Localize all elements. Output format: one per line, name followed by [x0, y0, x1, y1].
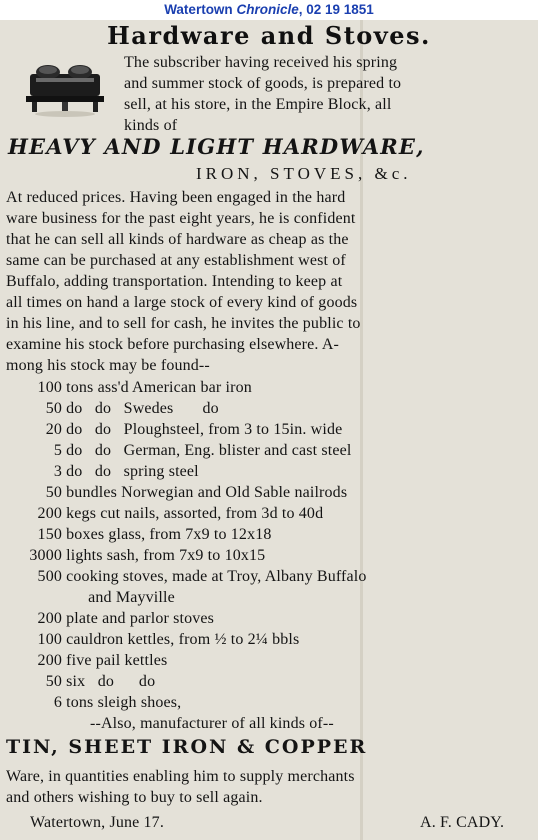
- stock-item: [16, 650, 167, 671]
- stock-item: [16, 524, 272, 545]
- stock-text: six do do: [66, 673, 156, 690]
- stock-qty: 200: [37, 610, 62, 627]
- stock-item: [16, 566, 367, 587]
- stock-text: do do Swedes do: [66, 400, 219, 417]
- stock-item: [16, 545, 265, 566]
- iron-stoves-heading: IRON, STOVES, &c.: [196, 164, 412, 183]
- stock-text: and Mayville: [88, 589, 175, 606]
- stock-item: [16, 419, 342, 440]
- closing-line-2: and others wishing to buy to sell again.: [6, 789, 263, 806]
- body-line-6: all times on hand a large stock of every kind of goods: [6, 294, 358, 311]
- stock-text: bundles Norwegian and Old Sable nailrods: [66, 484, 348, 501]
- intro-line-1: The subscriber having received his spring: [124, 54, 398, 71]
- stock-text: cooking stoves, made at Troy, Albany Buffalo: [66, 568, 367, 585]
- stock-qty: 100: [37, 631, 62, 648]
- stock-text: tons sleigh shoes,: [66, 694, 182, 711]
- stock-text: do do spring steel: [66, 463, 199, 480]
- place-date: Watertown, June 17.: [30, 814, 164, 831]
- stock-item: [16, 587, 175, 608]
- body-line-8: examine his stock before purchasing elsewhere. A-: [6, 336, 340, 353]
- stock-item: [16, 692, 181, 713]
- intro-line-2: and summer stock of goods, is prepared to: [124, 75, 402, 92]
- stock-item: [16, 608, 214, 629]
- stock-qty: 20: [45, 421, 62, 438]
- stock-qty: 200: [37, 505, 62, 522]
- caption-date: 02 19 1851: [306, 2, 374, 17]
- page-caption: Watertown Chronicle, 02 19 1851: [0, 0, 538, 20]
- body-line-9: mong his stock may be found--: [6, 357, 210, 374]
- tin-sheet-iron-heading: TIN, SHEET IRON & COPPER: [6, 736, 368, 758]
- stock-text: five pail kettles: [66, 652, 168, 669]
- stock-item: [16, 377, 252, 398]
- stock-item: [16, 440, 352, 461]
- stock-qty: 50: [45, 400, 62, 417]
- heavy-light-hardware-heading: HEAVY AND LIGHT HARDWARE,: [8, 134, 425, 159]
- stock-text: kegs cut nails, assorted, from 3d to 40d: [66, 505, 324, 522]
- stock-qty: 100: [37, 379, 62, 396]
- stock-qty: 3: [53, 463, 62, 480]
- caption-prefix: Watertown: [164, 2, 233, 17]
- stock-item: [16, 398, 219, 419]
- stock-item: [16, 671, 155, 692]
- intro-line-4: kinds of: [124, 117, 178, 134]
- stock-text: tons ass'd American bar iron: [66, 379, 252, 396]
- newspaper-clipping: [0, 20, 538, 840]
- stock-qty: 3000: [29, 547, 62, 564]
- ad-headline: Hardware and Stoves.: [107, 21, 431, 50]
- stock-text: do do Ploughsteel, from 3 to 15in. wide: [66, 421, 343, 438]
- stock-text: cauldron kettles, from ½ to 2¼ bbls: [66, 631, 300, 648]
- stock-item: [16, 482, 347, 503]
- closing-line-1: Ware, in quantities enabling him to supply merchants: [6, 768, 355, 785]
- intro-line-3: sell, at his store, in the Empire Block, all: [124, 96, 392, 113]
- stock-item: [16, 461, 199, 482]
- stock-qty: 200: [37, 652, 62, 669]
- body-line-7: in his line, and to sell for cash, he invites the public to: [6, 315, 361, 332]
- stock-text: lights sash, from 7x9 to 10x15: [66, 547, 266, 564]
- stock-qty: 150: [37, 526, 62, 543]
- stock-item: [16, 629, 299, 650]
- stock-qty: 500: [37, 568, 62, 585]
- stove-woodcut-icon: [22, 56, 108, 118]
- also-manufacturer-line: --Also, manufacturer of all kinds of--: [90, 715, 334, 732]
- stock-qty: 50: [45, 673, 62, 690]
- stock-text: do do German, Eng. blister and cast steel: [66, 442, 352, 459]
- stock-text: boxes glass, from 7x9 to 12x18: [66, 526, 272, 543]
- stock-qty: 5: [53, 442, 62, 459]
- body-line-4: same can be purchased at any establishment west of: [6, 252, 346, 269]
- body-line-3: that he can sell all kinds of hardware as cheap as the: [6, 231, 349, 248]
- body-line-5: Buffalo, adding transportation. Intending to keep at: [6, 273, 343, 290]
- body-line-1: At reduced prices. Having been engaged in the hard: [6, 189, 346, 206]
- stock-text: plate and parlor stoves: [66, 610, 215, 627]
- stock-item: [16, 503, 323, 524]
- body-line-2: ware business for the past eight years, he is confident: [6, 210, 356, 227]
- stock-qty: 50: [45, 484, 62, 501]
- signature: A. F. CADY.: [420, 814, 505, 831]
- stock-qty: 6: [53, 694, 62, 711]
- caption-publication: Chronicle: [236, 2, 299, 17]
